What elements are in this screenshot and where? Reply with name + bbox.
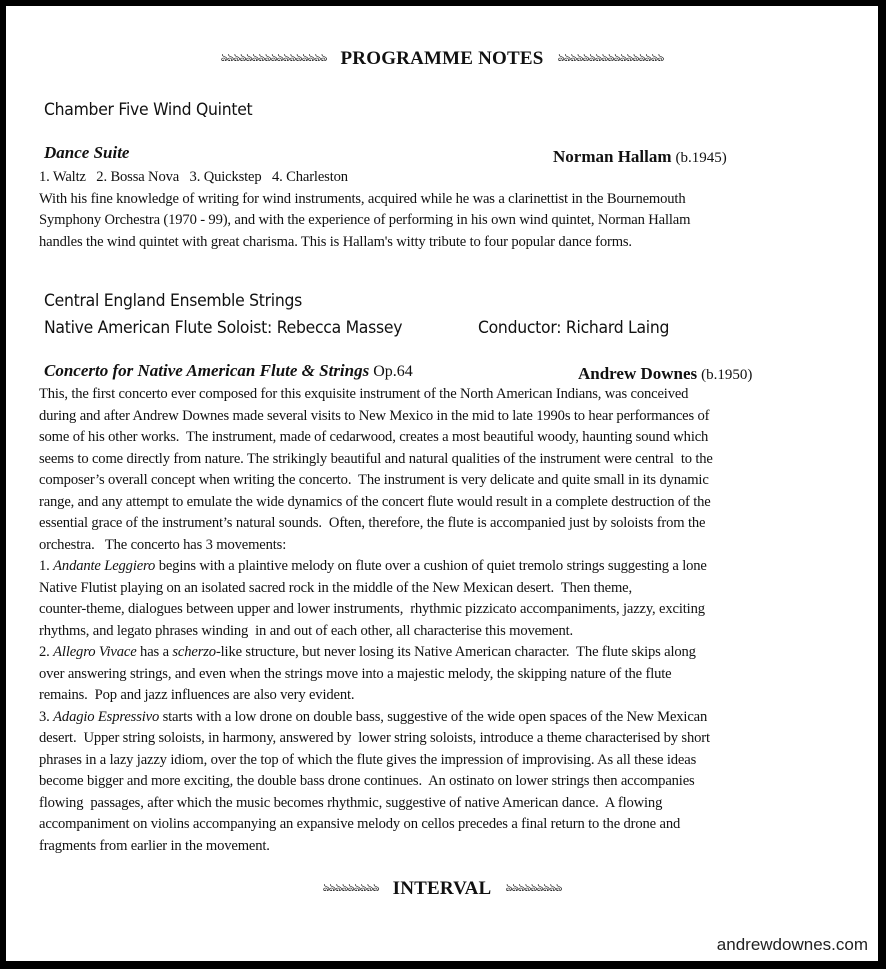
work-title: Dance Suite [44,143,130,162]
composer-name: Norman Hallam [553,147,672,166]
interval-title: INTERVAL [392,878,492,899]
page-title: PROGRAMME NOTES [340,48,544,69]
composer-birth-year: (b.1945) [675,150,727,166]
movement-text: -like structure, but never losing its Native American character. The flute skips along [215,644,696,660]
opus-number: Op.64 [373,363,413,380]
movement-text: starts with a low drone on double bass, suggestive of the wide open spaces of the New Mexican [159,708,708,725]
ornament-left-decoration-icon: ঌঌঌঌঌঌঌঌঌ [322,880,379,894]
intro-line: some of his other works. The instrument, made of cedarwood, creates a most beautiful woody, haunting sound which [39,429,709,445]
intro-line: range, and any attempt to emulate the wide dynamics of the concert flute would result in a complete destruction of the [39,493,711,510]
movement-2-line: over answering strings, and even when the strings move into a majestic melody, the skipping nature of the flute [39,665,672,682]
movement-1-line: counter-theme, dialogues between upper and lower instruments, rhythmic pizzicato accompaniments, jazzy, exciting [39,601,705,617]
programme-notes-heading [6,48,878,70]
movement-3-line: become bigger and more exciting, the double bass drone continues. An ostinato on lower strings then accompanies [39,773,695,789]
movement-3-line: desert. Upper string soloists, in harmony, answered by lower string soloists, introduce a theme characterised by short [39,730,710,746]
composer-name: Andrew Downes [578,364,698,383]
concerto-title [44,361,413,381]
movement-1-first-line [39,556,859,578]
movement-3-first-line [39,707,859,729]
intro-line: seems to come directly from nature. The strikingly beautiful and natural qualities of the instrument were central to the [39,450,713,467]
intro-line: composer’s overall concept when writing the concerto. The instrument is very delicate and quite small in its dynamic [39,472,709,488]
work-title: Concerto for Native American Flute & Strings [44,361,370,380]
ornament-right-decoration-icon: ঌঌঌঌঌঌঌঌঌঌঌঌঌঌঌঌঌ [557,50,664,64]
ornament-left-decoration-icon: ঌঌঌঌঌঌঌঌঌঌঌঌঌঌঌঌঌ [220,50,327,64]
intro-line: essential grace of the instrument’s natural sounds. Often, therefore, the flute is accompanied just by soloists from the [39,515,706,531]
movement-number: 2. [39,644,54,660]
interval-heading [6,878,878,900]
movement-3-line: accompaniment on violins accompanying an expansive melody on cellos precedes a final return to the drone and [39,816,681,832]
movement-name: Allegro Vivace [53,644,137,660]
movement-name: Adagio Espressivo [53,708,160,725]
conductor-credit: Conductor: Richard Laing [478,318,670,338]
movement-text: begins with a plaintive melody on flute over a cushion of quiet tremolo strings suggesting a lone [155,558,707,574]
movement-list: 1. Waltz 2. Bossa Nova 3. Quickstep 4. Charleston [39,169,348,185]
movement-1-line: Native Flutist playing on an isolated sacred rock in the middle of the New Mexican desert. Then theme, [39,579,632,596]
description-line: With his fine knowledge of writing for wind instruments, acquired while he was a clarinettist in the Bournemouth [39,190,686,207]
ensemble-name: Chamber Five Wind Quintet [44,100,253,120]
composer-credit [578,364,752,384]
movement-text: has a [136,644,173,660]
intro-line: during and after Andrew Downes made several visits to New Mexico in the mid to late 1990s to hear performances of [39,407,710,424]
website-watermark: andrewdownes.com [716,935,868,954]
intro-line: orchestra. The concerto has 3 movements: [39,536,287,553]
composer-birth-year: (b.1950) [701,367,753,383]
movement-name: Andante Leggiero [53,558,156,574]
movement-number: 3. [39,708,54,725]
soloist-credit: Native American Flute Soloist: Rebecca Massey [44,318,403,338]
movement-1-line: rhythms, and legato phrases winding in and out of each other, all characterise this movement. [39,622,574,639]
description-line: handles the wind quintet with great charisma. This is Hallam's witty tribute to four popular dance forms. [39,233,632,250]
ornament-right-decoration-icon: ঌঌঌঌঌঌঌঌঌ [505,880,562,894]
scherzo-term: scherzo [172,644,216,660]
concerto-notes [39,384,859,857]
dance-suite-notes [39,167,859,253]
intro-line: This, the first concerto ever composed for this exquisite instrument of the North American Indians, was conceived [39,386,689,402]
movement-3-line: fragments from earlier in the movement. [39,837,270,854]
movement-number: 1. [39,558,54,574]
description-line: Symphony Orchestra (1970 - 99), and with the experience of performing in his own wind quintet, Norman Hallam [39,212,691,228]
composer-credit [553,147,727,167]
movement-3-line: phrases in a lazy jazzy idiom, over the top of which the flute gives the impression of improvising. As all these ideas [39,751,697,768]
ensemble-name: Central England Ensemble Strings [44,291,303,311]
movement-2-first-line [39,642,859,664]
movement-3-line: flowing passages, after which the music becomes rhythmic, suggestive of native American dance. A flowing [39,794,663,811]
movement-2-line: remains. Pop and jazz influences are also very evident. [39,687,355,703]
